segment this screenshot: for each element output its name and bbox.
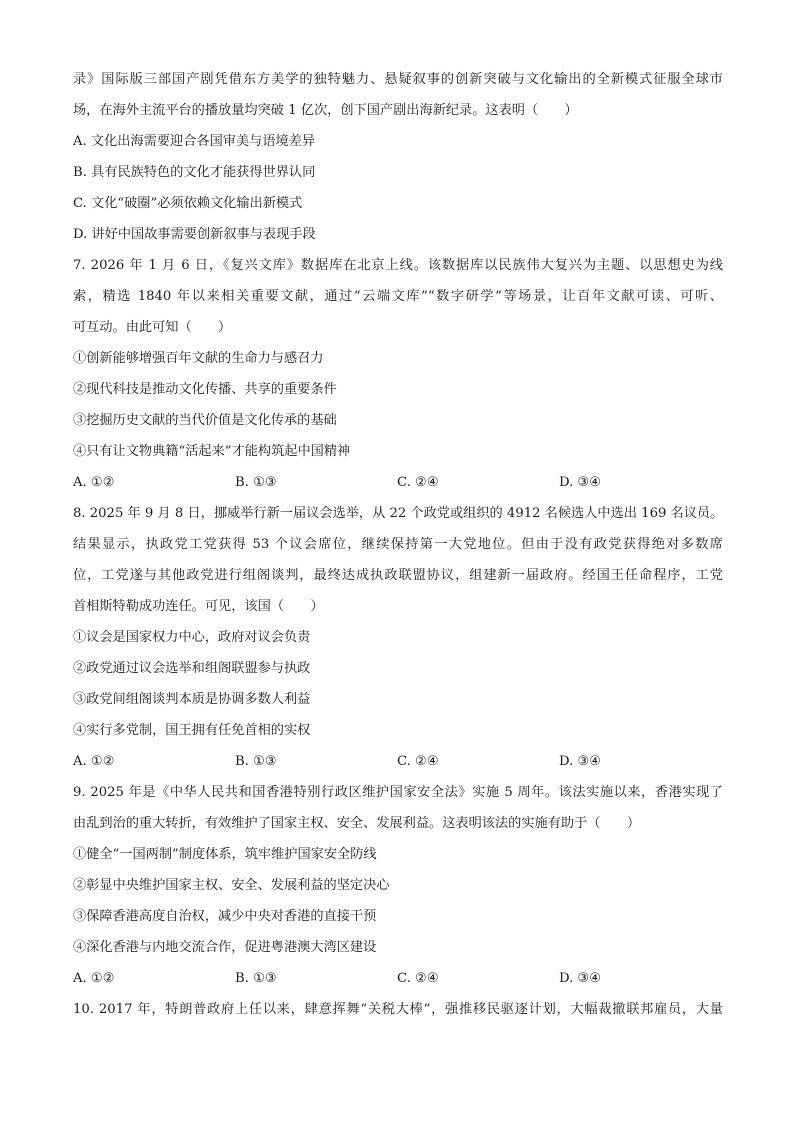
- q7-stem-line-1: 7. 2026 年 1 月 6 日，《复兴文库》数据库在北京上线。该数据库以民族伟大复兴为主题、以思想史为线: [73, 258, 723, 273]
- q7-choice-d: D. ③④: [559, 475, 602, 490]
- q6-option-c: C. 文化“破圈”必须依赖文化输出新模式: [73, 196, 303, 211]
- q8-choice-d: D. ③④: [559, 754, 602, 769]
- q8-stem-line-2: 结果显示，执政党工党获得 53 个议会席位，继续保持第一大党地位。但由于没有政党获得绝对多数席: [73, 537, 723, 552]
- q9-choice-d: D. ③④: [559, 971, 602, 986]
- q7-stem-line-3: 可互动。由此可知（ ）: [73, 320, 232, 335]
- q9-choice-c: C. ②④: [397, 971, 439, 986]
- q9-choices: [73, 963, 723, 994]
- q6-stem-line-2: 场，在海外主流平台的播放量均突破 1 亿次，创下国产剧出海新纪录。这表明（ ）: [73, 103, 578, 118]
- q8-item-2: ②政党通过议会选举和组阁联盟参与执政: [73, 661, 311, 676]
- q8-item-4: ④实行多党制，国王拥有任免首相的实权: [73, 723, 311, 738]
- q7-item-4: ④只有让文物典籍“活起来”才能构筑起中国精神: [73, 444, 351, 459]
- q7-choice-c: C. ②④: [397, 475, 439, 490]
- q8-choice-a: A. ①②: [73, 754, 115, 769]
- q8-item-3: ③政党间组阁谈判本质是协调多数人利益: [73, 692, 311, 707]
- q7-choice-b: B. ①③: [235, 475, 277, 490]
- q7-stem-line-2: 索，精选 1840 年以来相关重要文献，通过“云端文库”“数字研学”等场景，让百年文献可读、可听、: [73, 289, 723, 304]
- q7-item-3: ③挖掘历史文献的当代价值是文化传承的基础: [73, 413, 337, 428]
- q7-item-2: ②现代科技是推动文化传播、共享的重要条件: [73, 382, 337, 397]
- q7-choice-a: A. ①②: [73, 475, 115, 490]
- q9-item-4: ④深化香港与内地交流合作，促进粤港澳大湾区建设: [73, 940, 377, 955]
- q8-item-1: ①议会是国家权力中心，政府对议会负责: [73, 630, 311, 645]
- q7-item-1: ①创新能够增强百年文献的生命力与感召力: [73, 351, 324, 366]
- q8-stem-line-3: 位，工党遂与其他政党进行组阁谈判，最终达成执政联盟协议，组建新一届政府。经国王任命程序，工党: [73, 568, 723, 583]
- q9-choice-b: B. ①③: [235, 971, 277, 986]
- q6-option-a: A. 文化出海需要迎合各国审美与语境差异: [73, 134, 316, 149]
- q6-option-d: D. 讲好中国故事需要创新叙事与表现手段: [73, 227, 316, 242]
- q8-choice-c: C. ②④: [397, 754, 439, 769]
- q10-stem-line-1: 10. 2017 年，特朗普政府上任以来，肆意挥舞“关税大棒”，强推移民驱逐计划，大幅裁撤联邦雇员，大量: [73, 1002, 723, 1017]
- question-list: [73, 64, 723, 1025]
- q9-stem-line-2: 由乱到治的重大转折，有效维护了国家主权、安全、发展利益。这表明该法的实施有助于（ ）: [73, 816, 641, 831]
- q6-option-b: B. 具有民族特色的文化才能获得世界认同: [73, 165, 316, 180]
- q9-stem-line-1: 9. 2025 年是《中华人民共和国香港特别行政区维护国家安全法》实施 5 周年。该法实施以来，香港实现了: [73, 785, 723, 800]
- q9-item-3: ③保障香港高度自治权，减少中央对香港的直接干预: [73, 909, 377, 924]
- q8-choices: [73, 746, 723, 777]
- q6-stem-line-1: 录》国际版三部国产剧凭借东方美学的独特魅力、悬疑叙事的创新突破与文化输出的全新模式征服全球市: [73, 72, 723, 87]
- q9-choice-a: A. ①②: [73, 971, 115, 986]
- q8-choice-b: B. ①③: [235, 754, 277, 769]
- q8-stem-line-4: 首相斯特勒成功连任。可见，该国（ ）: [73, 599, 324, 614]
- q9-item-2: ②彰显中央维护国家主权、安全、发展利益的坚定决心: [73, 878, 390, 893]
- q8-stem-line-1: 8. 2025 年 9 月 8 日，挪威举行新一届议会选举，从 22 个政党或组织的 4912 名候选人中选出 169 名议员。: [73, 506, 723, 521]
- q7-choices: [73, 467, 723, 498]
- q9-item-1: ①健全“一国两制”制度体系，筑牢维护国家安全防线: [73, 847, 377, 862]
